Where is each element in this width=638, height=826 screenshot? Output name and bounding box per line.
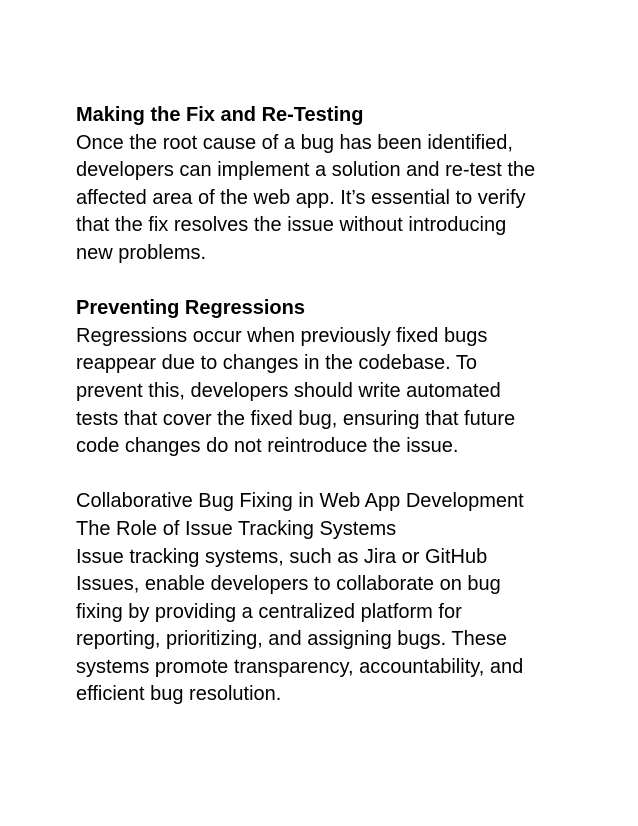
text-line: fixing by providing a centralized platform for <box>76 600 462 623</box>
document-page <box>76 102 576 709</box>
text-line: prevent this, developers should write automated <box>76 379 501 402</box>
section-making-the-fix <box>76 102 576 268</box>
section-body <box>76 323 576 461</box>
section-collaborative-bug-fixing <box>76 488 576 709</box>
text-line: systems promote transparency, accountability, and <box>76 655 524 678</box>
section-heading: Making the Fix and Re-Testing <box>76 104 364 126</box>
section-heading: Preventing Regressions <box>76 297 305 320</box>
text-line: that the fix resolves the issue without introducing <box>76 214 507 237</box>
text-line: affected area of the web app. It’s essential to verify <box>76 186 526 209</box>
text-line: tests that cover the fixed bug, ensuring that future <box>76 407 516 430</box>
text-line: new problems. <box>76 241 207 264</box>
text-line: code changes do not reintroduce the issue. <box>76 435 459 458</box>
text-line: Issue tracking systems, such as Jira or GitHub <box>76 545 488 568</box>
text-line: reappear due to changes in the codebase. To <box>76 352 478 375</box>
text-line: Once the root cause of a bug has been identified, <box>76 131 513 154</box>
text-line: Regressions occur when previously fixed bugs <box>76 324 488 347</box>
section-body <box>76 130 576 268</box>
text-line: Issues, enable developers to collaborate on bug <box>76 573 501 596</box>
section-body <box>76 488 576 709</box>
text-line: reporting, prioritizing, and assigning bugs. These <box>76 628 507 651</box>
section-subtitle: The Role of Issue Tracking Systems <box>76 517 397 540</box>
section-preventing-regressions <box>76 295 576 461</box>
text-line: developers can implement a solution and re-test the <box>76 159 536 182</box>
paragraph-spacer <box>76 461 576 489</box>
section-title: Collaborative Bug Fixing in Web App Development <box>76 490 524 513</box>
text-line: efficient bug resolution. <box>76 683 282 706</box>
paragraph-spacer <box>76 268 576 296</box>
